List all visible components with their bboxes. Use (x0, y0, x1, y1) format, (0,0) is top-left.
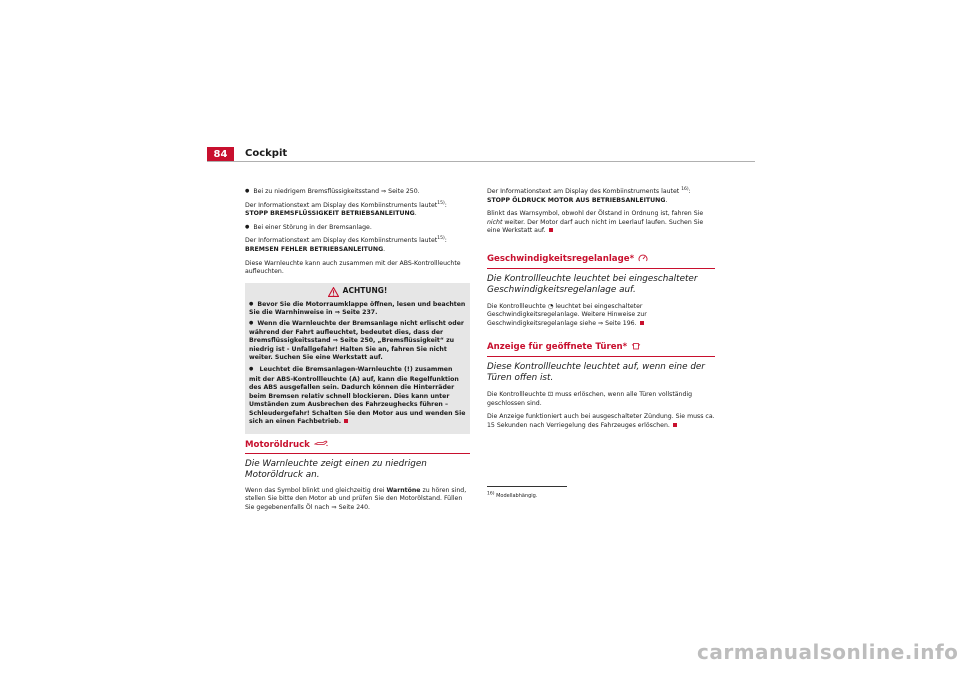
section-end-icon (640, 321, 644, 325)
warning-triangle-icon (328, 287, 339, 297)
cruise-body-text: Die Kontrollleuchte ◔ leuchtet bei eingeschalteter Geschwindigkeitsregelanlage. Weitere Hinweise zur Geschwindigkeitsregelanlage siehe ⇒ Seite 196. (487, 301, 647, 327)
door-lead-text: Diese Kontrollleuchte leuchtet auf, wenn eine der Türen offen ist. (487, 361, 705, 384)
door-open-icon (631, 342, 641, 353)
warning-item: ● Leuchtet die Bremsanlagen-Warnleuchte (!) zusammen mit der ABS-Kontrollleuchte (A) auf, kann die Regelfunktion des ABS ausgefallen sein. Dadurch können die Hinterräder beim Bremsen relativ schnell blockieren. Dies kann unter Umständen zum Ausbrechen des Fahrzeughecks führen – Schleudergefahr! Schalten Sie den Motor aus und wenden Sie sich an einen Fachbetrieb. (249, 365, 466, 427)
section-end-icon (673, 423, 677, 427)
warning-item: ● Wenn die Warnleuchte der Bremsanlage nicht erlischt oder während der Fahrt aufleuchtet, bedeutet dies, dass der Bremsflüssigkeitsstand ⇒ Seite 250, „Bremsflüssigkeit“ zu niedrig ist - Unfallgefahr! Halten Sie an, fahren Sie nicht weiter. Suchen Sie eine Werkstatt auf. (249, 320, 466, 363)
door-body-text-2: Die Anzeige funktioniert auch bei ausgeschalteter Zündung. Sie muss ca. 15 Sekunden nach Verriegelung des Fahrzeuges erlöschen. (487, 413, 715, 429)
bullet-brake-fault: ● Bei einer Störung in der Bremsanlage. (245, 224, 470, 233)
header-rule (207, 161, 755, 162)
page-number: 84 (207, 147, 234, 161)
oil-lead-text: Die Warnleuchte zeigt einen zu niedrigen Motoröldruck an. (245, 458, 427, 481)
abs-icon: (A) (349, 374, 360, 383)
oil-blink-note: Blinkt das Warnsymbol, obwohl der Ölstand in Ordnung ist, fahren Sie nicht weiter. Der Motor darf auch nicht im Leerlauf laufen. Suchen Sie eine Werkstatt auf. (487, 210, 704, 235)
info-text-brake-fault: Der Informationstext am Display des Kombiinstruments lautet$^{15)}$: BREMSEN FEHLER BETRIEBSANLEITUNG. (245, 236, 447, 253)
warning-header (249, 287, 466, 297)
footnote-rule (487, 486, 567, 487)
bullet-low-brake-fluid: ● Bei zu niedrigem Bremsflüssigkeitsstand ⇒ Seite 250. (245, 188, 470, 197)
info-text-brake-fluid: Der Informationstext am Display des Kombiinstruments lautet$^{15)}$: STOPP BREMSFLÜSSIGKEIT BETRIEBSANLEITUNG. (245, 200, 447, 218)
door-open-icon: ⊡ (547, 389, 554, 398)
abs-note: Diese Warnleuchte kann auch zusammen mit der ABS-Kontrollleuchte aufleuchten. (245, 259, 461, 276)
section-end-icon (344, 419, 348, 423)
warning-box (245, 283, 470, 434)
left-column (245, 188, 470, 517)
section-title-door-open: Anzeige für geöffnete Türen* (487, 342, 715, 357)
cruise-control-icon: ◔ (547, 301, 554, 310)
oil-can-icon (314, 440, 328, 450)
brake-warning-icon: (!) (403, 364, 413, 373)
cruise-control-icon (638, 254, 648, 265)
warning-title: ACHTUNG! (342, 286, 388, 296)
watermark: carmanualsonline.info (697, 640, 959, 664)
info-text-oil: Der Informationstext am Display des Kombiinstruments lautet $^{16)}$: STOPP ÖLDRUCK MOTOR AUS BETRIEBSANLEITUNG. (487, 186, 691, 204)
section-title-oil-pressure: Motoröldruck (245, 440, 470, 454)
cruise-lead-text: Die Kontrollleuchte leuchtet bei eingeschalteter Geschwindigkeitsregelanlage auf. (487, 273, 698, 296)
footnote: $^{16)}$ Modellabhängig. (487, 491, 538, 499)
right-column (487, 188, 715, 435)
warning-item: ● Bevor Sie die Motorraumklappe öffnen, lesen und beachten Sie die Warnhinweise in ⇒ Seite 237. (249, 301, 466, 318)
section-title-cruise-control: Geschwindigkeitsregelanlage* (487, 254, 715, 269)
door-body-text-1: Die Kontrollleuchte ⊡ muss erlöschen, wenn alle Türen vollständig geschlossen sind. (487, 389, 693, 407)
oil-body-text: Wenn das Symbol blinkt und gleichzeitig drei Warntöne zu hören sind, stellen Sie bitte den Motor ab und prüfen Sie den Motorölstand. Füllen Sie gegebenenfalls Öl nach ⇒ Seite 240. (245, 486, 467, 511)
section-end-icon (549, 228, 553, 232)
running-head: Cockpit (245, 148, 288, 159)
